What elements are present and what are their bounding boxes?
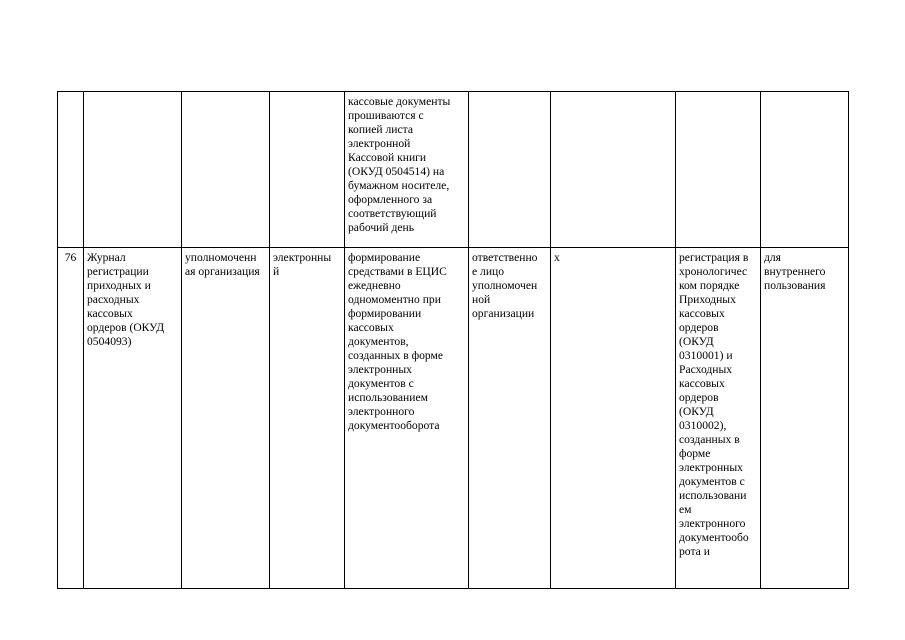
cell-purpose: для внутреннего пользования [761, 248, 849, 589]
cell-content [676, 92, 761, 248]
cell-formation-procedure: кассовые документы прошиваются с копией листа электронной Кассовой книги (ОКУД 0504514) на бумажном носителе, оформленного за соответствующий рабочий день [345, 92, 469, 248]
cell-organization: уполномоченн ая организация [182, 248, 270, 589]
cell-responsible: ответственно е лицо уполномочен ной организации [469, 248, 551, 589]
cell-number: 76 [58, 248, 84, 589]
cell-organization [182, 92, 270, 248]
cell-signature: х [551, 248, 676, 589]
cell-number [58, 92, 84, 248]
cell-formation-procedure: формирование средствами в ЕЦИС ежедневно одномоментно при формировании кассовых документов, созданных в форме электронных документов с использованием электронного документооборота [345, 248, 469, 589]
cell-form-type [270, 92, 345, 248]
cell-content: регистрация в хронологичес ком порядке Приходных кассовых ордеров (ОКУД 0310001) и Расходных кассовых ордеров (ОКУД 0310002), созданных в форме электронных документов с использовани ем электронного документообо рота и [676, 248, 761, 589]
cell-signature [551, 92, 676, 248]
table-row [58, 248, 849, 589]
cell-responsible [469, 92, 551, 248]
cell-register-name: Журнал регистрации приходных и расходных кассовых ордеров (ОКУД 0504093) [84, 248, 182, 589]
cell-form-type: электронны й [270, 248, 345, 589]
cell-purpose [761, 92, 849, 248]
table-row [58, 92, 849, 248]
cell-register-name [84, 92, 182, 248]
register-table [57, 91, 849, 589]
